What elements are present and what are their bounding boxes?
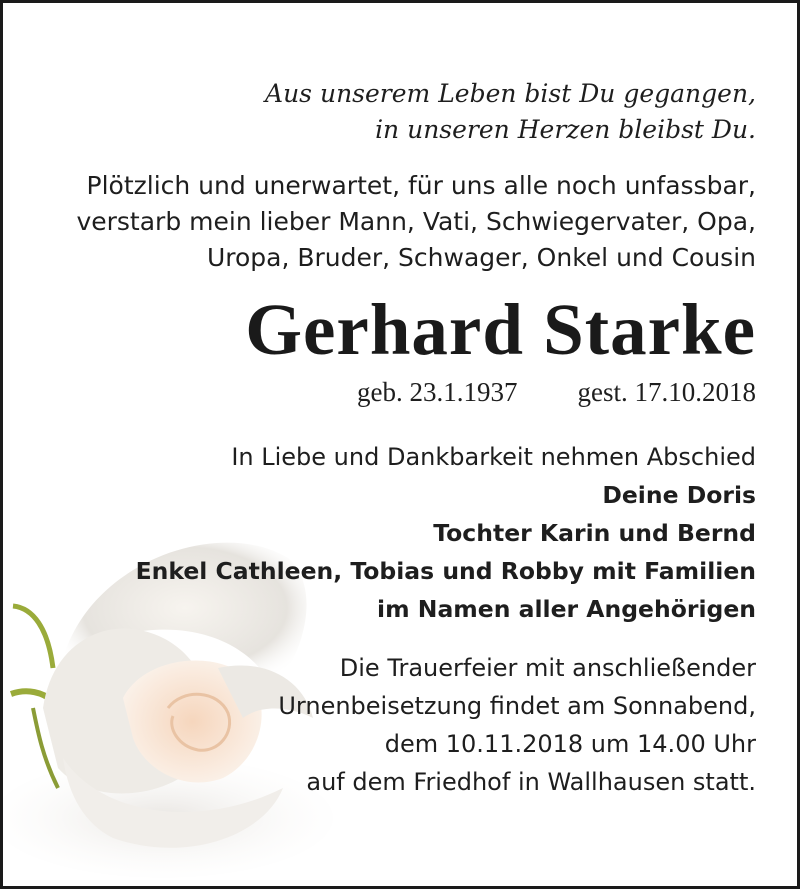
funeral-service-info [36,628,756,801]
mourner-line: Deine Doris [602,481,756,509]
announcement-line: Plötzlich und unerwartet, für uns alle noch unfassbar, [86,171,756,200]
motto-line: Aus unserem Leben bist Du gegangen, [265,79,756,108]
birth-date: geb. 23.1.1937 [357,377,518,407]
mourner-line: Enkel Cathleen, Tobias und Robby mit Familien [135,557,756,585]
service-line: dem 10.11.2018 um 14.00 Uhr [384,730,756,758]
announcement-line: verstarb mein lieber Mann, Vati, Schwiegervater, Opa, [76,207,756,236]
motto-line: in unseren Herzen bleibst Du. [375,115,756,144]
notice-text [36,3,756,801]
farewell-line: In Liebe und Dankbarkeit nehmen Abschied [231,443,756,471]
service-line: Die Trauerfeier mit anschließender [339,654,756,682]
death-date: gest. 17.10.2018 [577,377,756,407]
deceased-name: Gerhard Starke [245,289,756,370]
life-dates [36,372,756,412]
service-line: Urnenbeisetzung findet am Sonnabend, [278,692,756,720]
mourner-line: im Namen aller Angehörigen [377,595,756,623]
memorial-motto [36,3,756,148]
mourners-block [36,412,756,628]
service-line: auf dem Friedhof in Wallhausen statt. [306,768,756,796]
announcement-line: Uropa, Bruder, Schwager, Onkel und Cousin [206,243,756,272]
announcement [36,148,756,276]
mourner-line: Tochter Karin und Bernd [433,519,756,547]
